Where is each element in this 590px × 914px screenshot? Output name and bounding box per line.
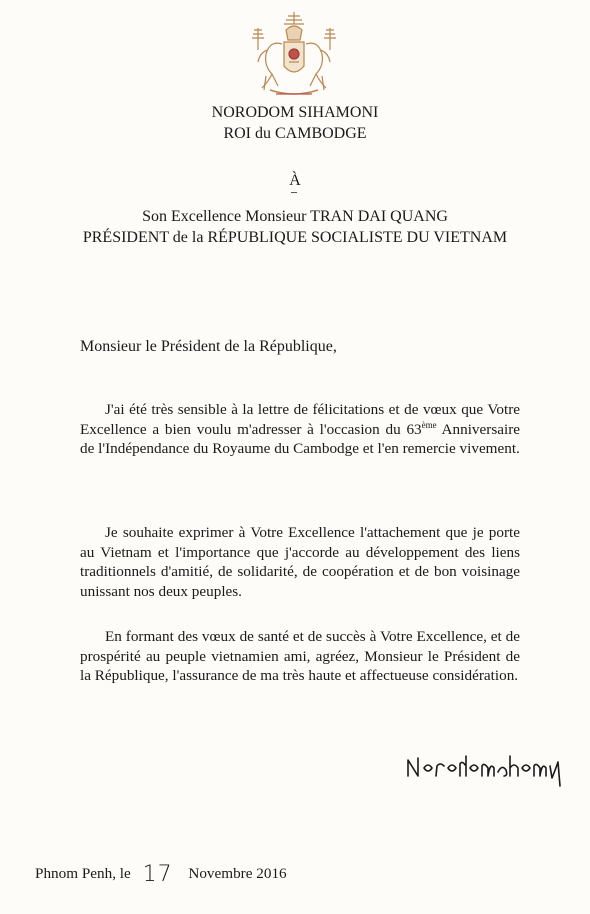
body-paragraph-2: Je souhaite exprimer à Votre Excellence l'attachement que je porte au Vietnam et l'importance que j'accorde au développement des liens traditionnels d'amitié, de solidarité, de coopération et de bon voisinage unissant nos deux peuples. bbox=[80, 524, 520, 600]
recipient-block bbox=[0, 206, 590, 248]
divider bbox=[291, 192, 297, 193]
p1-text-after: Anniversaire de l'Indépendance du Royaume du Cambodge et l'en remercie vivement. bbox=[80, 420, 520, 458]
signature-scribble bbox=[404, 742, 564, 790]
handwritten-signature bbox=[404, 742, 564, 790]
sender-title: ROI du CAMBODGE bbox=[223, 125, 367, 142]
sender-block bbox=[0, 102, 590, 144]
royal-coat-of-arms-emblem bbox=[248, 10, 340, 98]
dateline-month-year: Novembre 2016 bbox=[188, 865, 287, 882]
sender-name: NORODOM SIHAMONI bbox=[211, 104, 379, 121]
salutation: Monsieur le Président de la République, bbox=[80, 338, 337, 355]
recipient-title: PRÉSIDENT de la RÉPUBLIQUE SOCIALISTE DU VIETNAM bbox=[82, 229, 508, 246]
ordinal-superscript: ème bbox=[421, 419, 437, 430]
body-paragraph-3: En formant des vœux de santé et de succès à Votre Excellence, et de prospérité au peuple vietnamien ami, agréez, Monsieur le Président de la République, l'assurance de ma très haute et affectueuse considération. bbox=[80, 628, 520, 685]
p1-text-before: J'ai été très sensible à la lettre de félicitations et de vœux que Votre Excellence a bien voulu m'adresser à l'occasion du 63 bbox=[80, 401, 520, 438]
to-marker: À bbox=[289, 172, 301, 189]
dateline-place: Phnom Penh, le bbox=[35, 865, 131, 882]
recipient-name: Son Excellence Monsieur TRAN DAI QUANG bbox=[142, 208, 448, 225]
dateline bbox=[35, 862, 287, 887]
dateline-day-handwritten: 17 bbox=[142, 862, 173, 887]
body-paragraph-1 bbox=[80, 400, 520, 459]
